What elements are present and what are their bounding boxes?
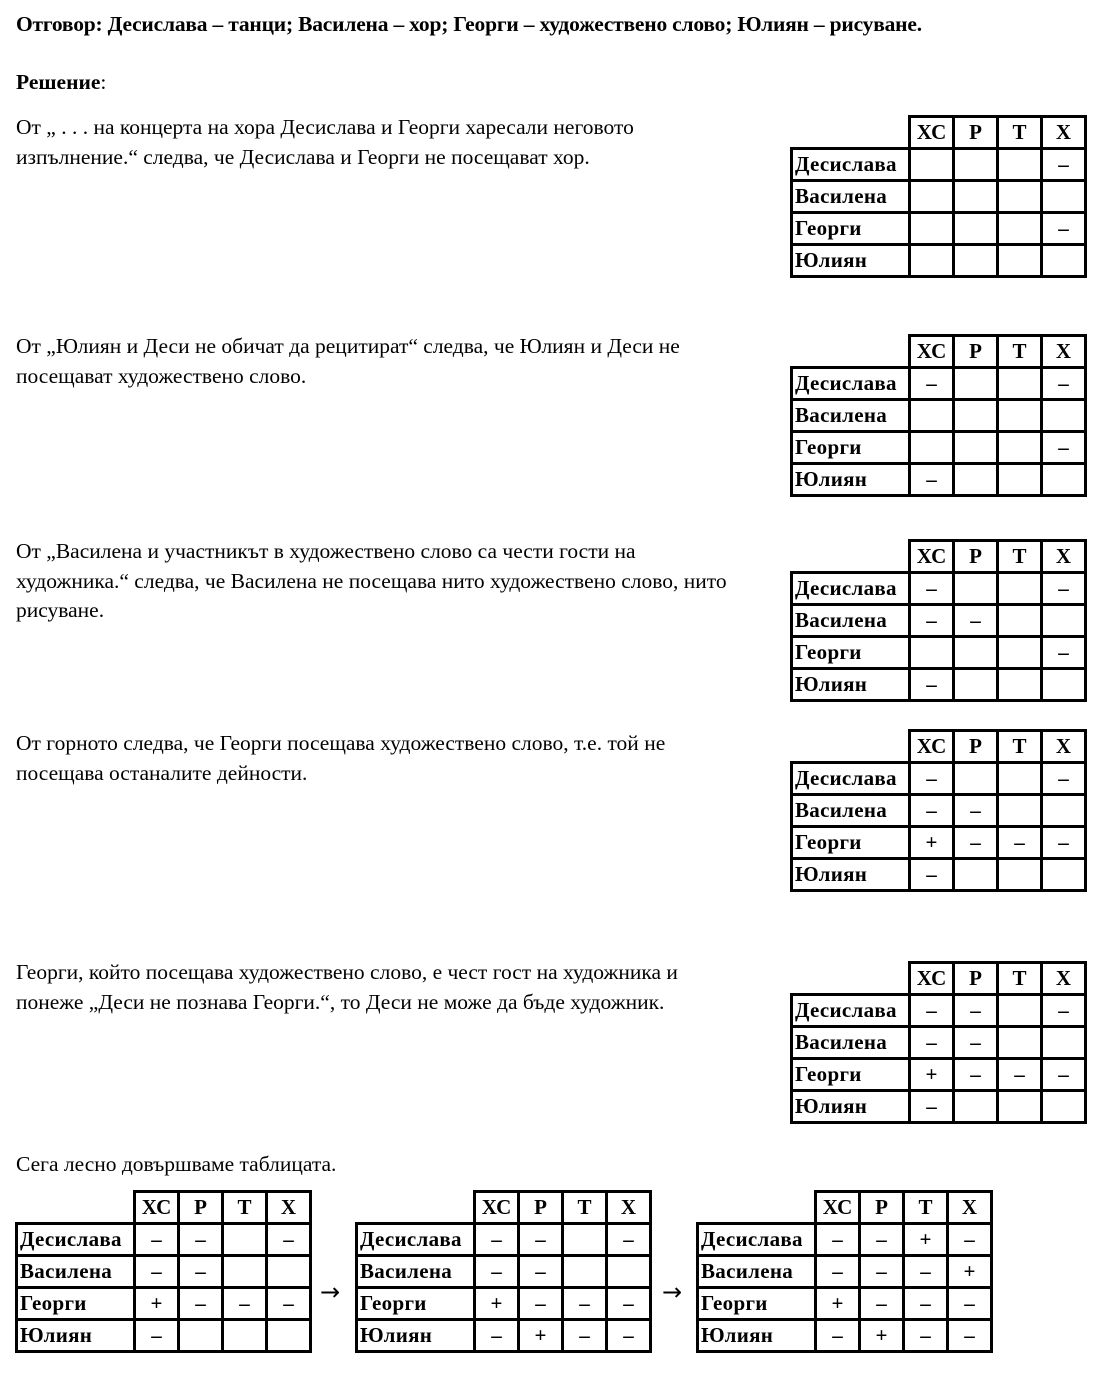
table-row xyxy=(357,1320,651,1352)
table-cell xyxy=(1042,1027,1086,1059)
solution-label: Решение xyxy=(16,70,101,94)
column-header: Х xyxy=(948,1192,992,1224)
column-header: Р xyxy=(179,1192,223,1224)
table-cell xyxy=(998,859,1042,891)
table-corner xyxy=(792,963,910,995)
table-row xyxy=(17,1256,311,1288)
table-row xyxy=(792,995,1086,1027)
table-corner xyxy=(792,731,910,763)
table-cell xyxy=(910,149,954,181)
table-cell xyxy=(998,763,1042,795)
column-header: ХС xyxy=(475,1192,519,1224)
table-cell: – xyxy=(954,795,998,827)
table-cell xyxy=(1042,181,1086,213)
table-cell: – xyxy=(1042,1059,1086,1091)
table-cell xyxy=(998,637,1042,669)
table-cell xyxy=(954,573,998,605)
table-cell: + xyxy=(948,1256,992,1288)
table-cell: – xyxy=(954,1027,998,1059)
column-header: Т xyxy=(998,731,1042,763)
table-cell: – xyxy=(910,573,954,605)
table-cell: – xyxy=(910,795,954,827)
table-cell xyxy=(954,669,998,701)
row-name: Василена xyxy=(792,795,910,827)
arrow-2: → xyxy=(662,1278,683,1306)
table-cell: – xyxy=(910,605,954,637)
table-cell xyxy=(1042,795,1086,827)
table-cell xyxy=(954,637,998,669)
table-cell: – xyxy=(860,1256,904,1288)
table-cell: + xyxy=(816,1288,860,1320)
column-header: Х xyxy=(607,1192,651,1224)
row-name: Георги xyxy=(698,1288,816,1320)
table-cell xyxy=(223,1256,267,1288)
row-name: Юлиян xyxy=(792,245,910,277)
table-cell xyxy=(607,1256,651,1288)
row-name: Василена xyxy=(357,1256,475,1288)
table-row xyxy=(792,1027,1086,1059)
table-cell: – xyxy=(816,1224,860,1256)
table-cell xyxy=(954,181,998,213)
table-row xyxy=(792,763,1086,795)
table-cell: – xyxy=(910,763,954,795)
logic-table-1 xyxy=(790,115,1087,278)
row-name: Василена xyxy=(792,400,910,432)
column-header: ХС xyxy=(816,1192,860,1224)
table-row xyxy=(698,1288,992,1320)
table-cell xyxy=(563,1224,607,1256)
table-cell: – xyxy=(267,1224,311,1256)
table-row xyxy=(792,181,1086,213)
row-name: Георги xyxy=(792,637,910,669)
table-cell: – xyxy=(954,827,998,859)
table-cell: – xyxy=(1042,995,1086,1027)
table-cell: – xyxy=(267,1288,311,1320)
table-cell: – xyxy=(1042,637,1086,669)
table-cell: – xyxy=(954,995,998,1027)
table-cell xyxy=(998,573,1042,605)
table-cell xyxy=(910,181,954,213)
table-cell xyxy=(1042,464,1086,496)
table-cell xyxy=(910,400,954,432)
row-name: Юлиян xyxy=(698,1320,816,1352)
row-name: Юлиян xyxy=(17,1320,135,1352)
paragraph-step-2: От „Юлиян и Деси не обичат да рецитират“ следва, че Юлиян и Деси не посещават художествено слово. xyxy=(16,334,680,388)
table-cell: – xyxy=(910,1027,954,1059)
row-name: Василена xyxy=(698,1256,816,1288)
table-cell: – xyxy=(607,1320,651,1352)
column-header: ХС xyxy=(910,117,954,149)
column-header: ХС xyxy=(910,541,954,573)
table-cell xyxy=(998,605,1042,637)
table-cell: – xyxy=(954,1059,998,1091)
column-header: ХС xyxy=(910,731,954,763)
table-cell xyxy=(954,859,998,891)
table-cell xyxy=(1042,669,1086,701)
table-cell: – xyxy=(1042,149,1086,181)
row-name: Десислава xyxy=(698,1224,816,1256)
logic-table-5 xyxy=(790,961,1087,1124)
row-name: Василена xyxy=(792,181,910,213)
row-name: Десислава xyxy=(792,995,910,1027)
column-header: Р xyxy=(954,117,998,149)
table-cell: – xyxy=(948,1288,992,1320)
table-cell: – xyxy=(816,1320,860,1352)
table-header-row xyxy=(792,117,1086,149)
table-cell: + xyxy=(910,1059,954,1091)
table-cell xyxy=(1042,245,1086,277)
table-cell xyxy=(910,213,954,245)
table-cell: – xyxy=(135,1256,179,1288)
row-name: Десислава xyxy=(357,1224,475,1256)
table-row xyxy=(792,573,1086,605)
table-row xyxy=(698,1320,992,1352)
table-cell: – xyxy=(607,1224,651,1256)
table-cell: – xyxy=(607,1288,651,1320)
table-cell xyxy=(954,464,998,496)
row-name: Георги xyxy=(17,1288,135,1320)
table-cell: – xyxy=(998,1059,1042,1091)
row-name: Десислава xyxy=(17,1224,135,1256)
table-cell: – xyxy=(1042,763,1086,795)
column-header: Х xyxy=(1042,336,1086,368)
table-cell xyxy=(179,1320,223,1352)
row-name: Георги xyxy=(792,1059,910,1091)
row-name: Георги xyxy=(792,432,910,464)
row-name: Василена xyxy=(792,605,910,637)
table-cell xyxy=(910,637,954,669)
table-cell: – xyxy=(998,827,1042,859)
table-cell xyxy=(910,245,954,277)
logic-table-7 xyxy=(355,1190,652,1353)
table-cell: – xyxy=(954,605,998,637)
table-cell: – xyxy=(904,1288,948,1320)
table-cell: – xyxy=(519,1224,563,1256)
column-header: Т xyxy=(998,541,1042,573)
table-row xyxy=(792,464,1086,496)
table-row xyxy=(357,1288,651,1320)
column-header: Р xyxy=(519,1192,563,1224)
table-cell: – xyxy=(860,1288,904,1320)
table-cell xyxy=(1042,1091,1086,1123)
table-cell xyxy=(998,464,1042,496)
table-cell: – xyxy=(1042,573,1086,605)
row-name: Десислава xyxy=(792,149,910,181)
row-name: Десислава xyxy=(792,763,910,795)
table-cell: – xyxy=(948,1224,992,1256)
table-cell xyxy=(563,1256,607,1288)
table-cell: – xyxy=(475,1256,519,1288)
table-row xyxy=(792,827,1086,859)
table-cell xyxy=(267,1320,311,1352)
table-header-row xyxy=(792,336,1086,368)
table-cell: – xyxy=(904,1256,948,1288)
logic-table-2 xyxy=(790,334,1087,497)
table-row xyxy=(792,859,1086,891)
column-header: Х xyxy=(1042,541,1086,573)
table-row xyxy=(792,605,1086,637)
table-cell: – xyxy=(179,1224,223,1256)
column-header: Т xyxy=(223,1192,267,1224)
table-row xyxy=(357,1256,651,1288)
table-cell xyxy=(998,1091,1042,1123)
table-row xyxy=(17,1320,311,1352)
table-row xyxy=(792,149,1086,181)
table-cell: – xyxy=(910,464,954,496)
paragraph-step-1: От „ . . . на концерта на хора Десислава и Георги харесали неговото изпълнение.“ следва, че Десислава и Георги не посещават хор. xyxy=(16,115,634,169)
row-name: Георги xyxy=(792,213,910,245)
row-name: Василена xyxy=(17,1256,135,1288)
row-name: Юлиян xyxy=(792,859,910,891)
table-cell: – xyxy=(1042,827,1086,859)
table-corner xyxy=(792,336,910,368)
table-cell: – xyxy=(223,1288,267,1320)
table-row xyxy=(792,432,1086,464)
table-cell xyxy=(954,432,998,464)
paragraph-step-4: От горното следва, че Георги посещава художествено слово, т.е. той не посещава останалите дейности. xyxy=(16,731,666,785)
column-header: Р xyxy=(954,336,998,368)
table-row xyxy=(792,1091,1086,1123)
table-row xyxy=(792,245,1086,277)
table-cell: – xyxy=(1042,368,1086,400)
table-cell xyxy=(998,213,1042,245)
table-cell xyxy=(1042,400,1086,432)
table-cell: + xyxy=(904,1224,948,1256)
table-header-row xyxy=(792,541,1086,573)
table-cell xyxy=(223,1320,267,1352)
table-cell xyxy=(954,400,998,432)
table-cell: – xyxy=(904,1320,948,1352)
table-row xyxy=(792,669,1086,701)
table-row xyxy=(698,1256,992,1288)
logic-table-4 xyxy=(790,729,1087,892)
table-row xyxy=(698,1224,992,1256)
column-header: Т xyxy=(904,1192,948,1224)
table-cell: – xyxy=(135,1224,179,1256)
table-cell: – xyxy=(1042,432,1086,464)
table-cell xyxy=(1042,859,1086,891)
table-header-row xyxy=(792,963,1086,995)
row-name: Десислава xyxy=(792,368,910,400)
table-header-row xyxy=(792,731,1086,763)
table-cell xyxy=(998,149,1042,181)
table-cell xyxy=(954,149,998,181)
table-cell xyxy=(954,1091,998,1123)
table-cell: – xyxy=(910,1091,954,1123)
table-cell: – xyxy=(1042,213,1086,245)
table-cell: – xyxy=(475,1320,519,1352)
column-header: Т xyxy=(998,117,1042,149)
table-cell xyxy=(1042,605,1086,637)
table-cell: + xyxy=(860,1320,904,1352)
arrow-1: → xyxy=(320,1278,341,1306)
table-cell xyxy=(998,795,1042,827)
table-header-row xyxy=(698,1192,992,1224)
table-row xyxy=(17,1288,311,1320)
table-cell: + xyxy=(519,1320,563,1352)
table-cell: – xyxy=(563,1320,607,1352)
table-cell xyxy=(954,368,998,400)
logic-table-6 xyxy=(15,1190,312,1353)
column-header: Х xyxy=(1042,963,1086,995)
table-corner xyxy=(17,1192,135,1224)
column-header: ХС xyxy=(910,336,954,368)
logic-table-8 xyxy=(696,1190,993,1353)
table-cell: – xyxy=(519,1288,563,1320)
column-header: Т xyxy=(998,336,1042,368)
solution-heading xyxy=(16,70,106,95)
table-cell: – xyxy=(135,1320,179,1352)
table-cell xyxy=(998,400,1042,432)
table-cell: + xyxy=(135,1288,179,1320)
column-header: Р xyxy=(860,1192,904,1224)
table-row xyxy=(792,213,1086,245)
column-header: Т xyxy=(998,963,1042,995)
table-cell: – xyxy=(910,995,954,1027)
table-cell xyxy=(954,245,998,277)
table-row xyxy=(792,368,1086,400)
column-header: Т xyxy=(563,1192,607,1224)
table-corner xyxy=(698,1192,816,1224)
paragraph-final: Сега лесно довършваме таблицата. xyxy=(16,1152,337,1176)
table-cell: + xyxy=(910,827,954,859)
table-corner xyxy=(357,1192,475,1224)
table-cell xyxy=(267,1256,311,1288)
table-cell xyxy=(998,368,1042,400)
table-row xyxy=(792,400,1086,432)
table-cell: – xyxy=(910,669,954,701)
table-cell xyxy=(998,181,1042,213)
column-header: Х xyxy=(267,1192,311,1224)
row-name: Георги xyxy=(357,1288,475,1320)
table-corner xyxy=(792,541,910,573)
table-cell: – xyxy=(519,1256,563,1288)
row-name: Юлиян xyxy=(357,1320,475,1352)
row-name: Десислава xyxy=(792,573,910,605)
table-cell: – xyxy=(816,1256,860,1288)
column-header: Р xyxy=(954,541,998,573)
column-header: Р xyxy=(954,731,998,763)
table-cell xyxy=(998,245,1042,277)
column-header: ХС xyxy=(135,1192,179,1224)
row-name: Юлиян xyxy=(792,464,910,496)
row-name: Георги xyxy=(792,827,910,859)
paragraph-step-5: Георги, който посещава художествено слово, е чест гост на художника и понеже „Деси не познава Георги.“, то Деси не може да бъде художник. xyxy=(16,960,678,1014)
table-row xyxy=(792,637,1086,669)
table-header-row xyxy=(17,1192,311,1224)
table-cell xyxy=(998,1027,1042,1059)
table-header-row xyxy=(357,1192,651,1224)
table-cell: – xyxy=(860,1224,904,1256)
table-cell xyxy=(954,213,998,245)
table-cell xyxy=(998,432,1042,464)
table-row xyxy=(792,795,1086,827)
table-cell: – xyxy=(563,1288,607,1320)
table-cell xyxy=(223,1224,267,1256)
table-corner xyxy=(792,117,910,149)
table-row xyxy=(17,1224,311,1256)
row-name: Юлиян xyxy=(792,669,910,701)
logic-table-3 xyxy=(790,539,1087,702)
column-header: ХС xyxy=(910,963,954,995)
column-header: Х xyxy=(1042,731,1086,763)
table-cell xyxy=(954,763,998,795)
table-cell: – xyxy=(179,1288,223,1320)
paragraph-step-3: От „Василена и участникът в художествено слово са чести гости на художника.“ следва, че Василена не посещава нито художествено слово, нито рисуване. xyxy=(16,539,727,622)
table-row xyxy=(357,1224,651,1256)
row-name: Василена xyxy=(792,1027,910,1059)
column-header: Х xyxy=(1042,117,1086,149)
table-cell: – xyxy=(475,1224,519,1256)
answer-line: Отговор: Десислава – танци; Василена – хор; Георги – художествено слово; Юлиян – рисуване. xyxy=(16,12,922,36)
table-cell xyxy=(998,995,1042,1027)
row-name: Юлиян xyxy=(792,1091,910,1123)
column-header: Р xyxy=(954,963,998,995)
table-cell: – xyxy=(179,1256,223,1288)
table-cell xyxy=(910,432,954,464)
table-cell: – xyxy=(910,859,954,891)
table-cell: – xyxy=(910,368,954,400)
table-cell xyxy=(998,669,1042,701)
table-row xyxy=(792,1059,1086,1091)
table-cell: + xyxy=(475,1288,519,1320)
solution-colon: : xyxy=(100,70,107,94)
table-cell: – xyxy=(948,1320,992,1352)
